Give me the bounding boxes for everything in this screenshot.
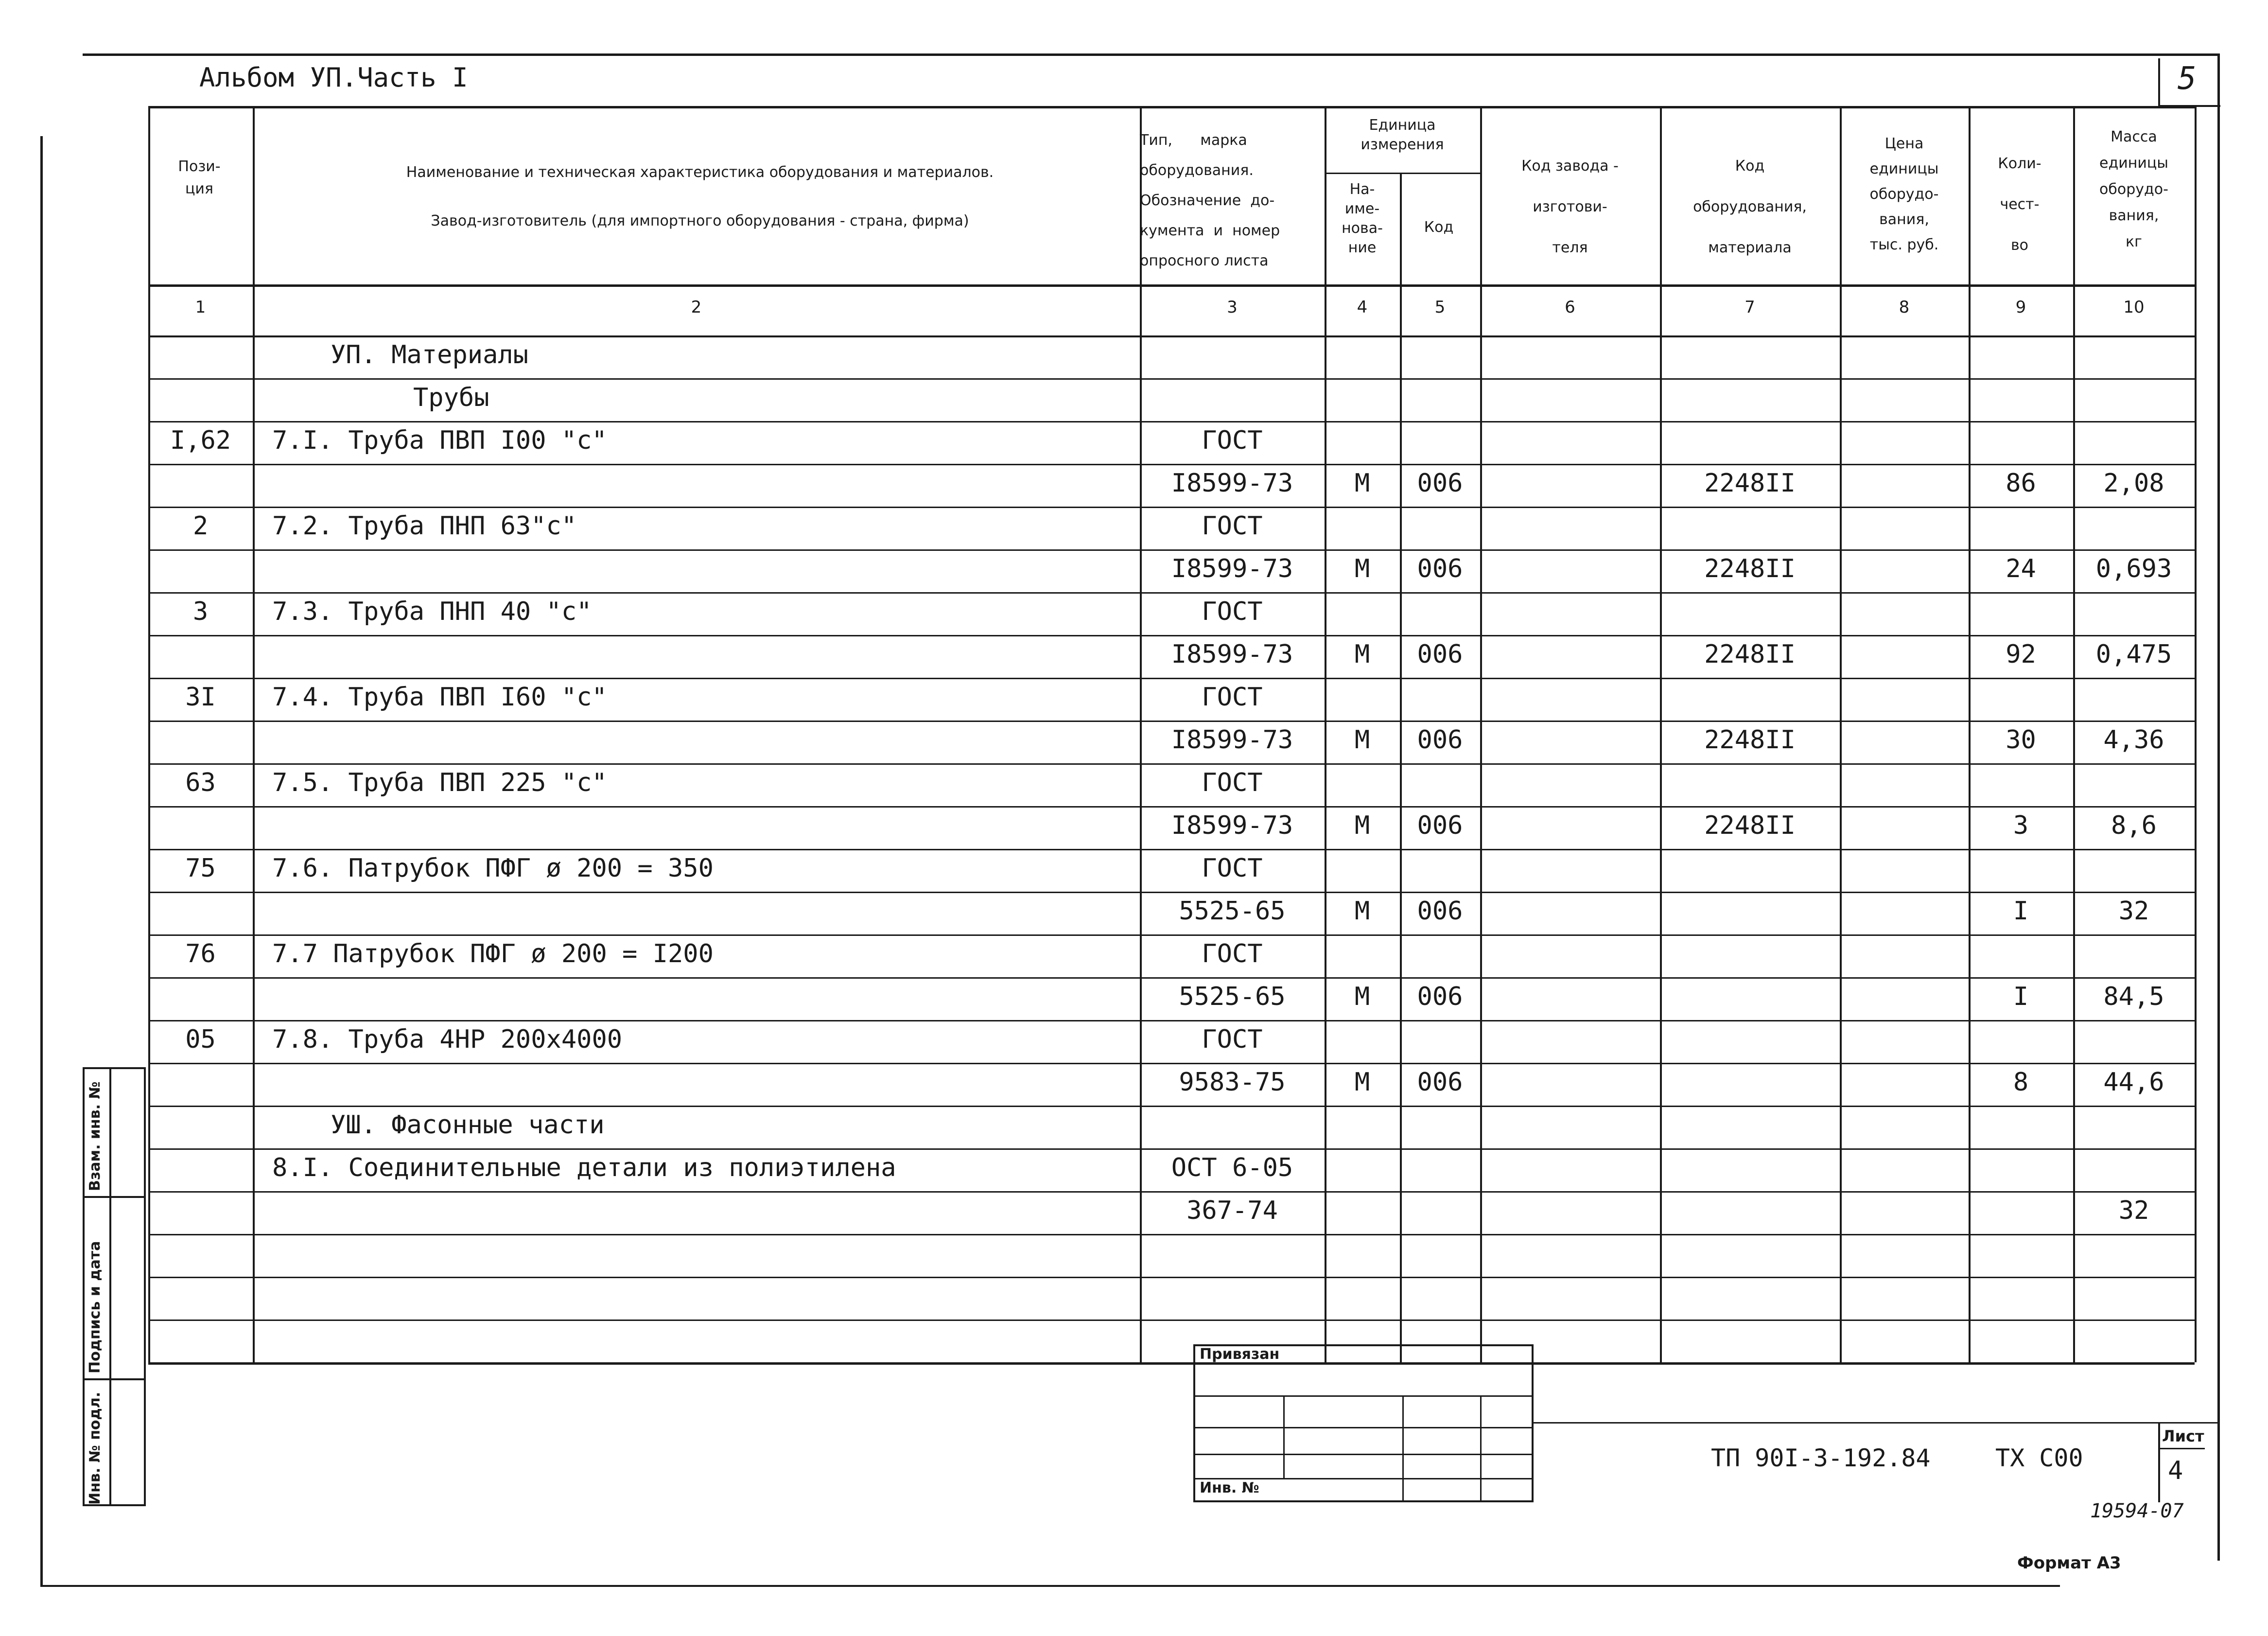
row-line — [148, 806, 2195, 808]
table-cell-type: 5525-65 — [1179, 982, 1286, 1011]
row-line — [148, 1063, 2195, 1064]
table-cell-name: 7.4. Труба ПВП I60 "с" — [272, 683, 607, 712]
column-number-2: 2 — [691, 298, 702, 317]
row-line — [148, 849, 2195, 850]
album-title: Альбом УП.Часть I — [199, 62, 468, 93]
privyazan-v1 — [1283, 1395, 1285, 1478]
row-line — [148, 934, 2195, 936]
table-cell-equip: 2248II — [1704, 725, 1796, 755]
table-cell-mass: 0,475 — [2095, 640, 2172, 669]
header-price: Цена единицы оборудо- вания, тыс. руб. — [1869, 135, 1939, 253]
table-cell-name: УШ. Фасонные части — [331, 1110, 605, 1140]
table-cell-type: ГОСТ — [1202, 511, 1263, 541]
side-strip-sep-1 — [83, 1196, 146, 1198]
row-line — [148, 763, 2195, 765]
table-cell-pos: 2 — [192, 511, 209, 541]
table-cell-name: Трубы — [413, 383, 489, 412]
table-cell-name: 7.7 Патрубок ПФГ ø 200 = I200 — [272, 939, 714, 968]
table-cell-code: 006 — [1417, 554, 1463, 583]
table-cell-unit: М — [1354, 469, 1370, 498]
row-line — [148, 1234, 2195, 1235]
column-number-7: 7 — [1745, 298, 1755, 317]
header-bottom-border — [148, 284, 2195, 287]
table-cell-name: 7.3. Труба ПНП 40 "с" — [272, 597, 592, 626]
header-name: Наименование и техническая характеристика оборудования и материалов. Завод-изготовитель (для импортного оборудования - страна, фирма) — [406, 164, 994, 229]
table-cell-type: I8599-73 — [1171, 469, 1293, 498]
column-line — [1400, 173, 1402, 1362]
table-cell-name: 7.8. Труба 4НР 200х4000 — [272, 1025, 623, 1054]
table-cell-unit: М — [1354, 640, 1370, 669]
column-line — [253, 106, 255, 1362]
side-label-inv-podl: Инв. № подл. — [87, 1391, 104, 1505]
sheet-code: ТХ С00 — [1995, 1444, 2083, 1472]
table-cell-code: 006 — [1417, 897, 1463, 926]
row-line — [148, 1319, 2195, 1321]
table-cell-name: 7.I. Труба ПВП I00 "с" — [272, 426, 607, 455]
column-number-3: 3 — [1227, 298, 1238, 317]
table-cell-equip: 2248II — [1704, 640, 1796, 669]
table-cell-code: 006 — [1417, 1068, 1463, 1097]
table-cell-name: 7.2. Труба ПНП 63"с" — [272, 511, 577, 541]
table-cell-type: ГОСТ — [1202, 939, 1263, 968]
column-line — [2195, 106, 2197, 1362]
table-cell-mass: 8,6 — [2111, 811, 2157, 840]
table-cell-pos: I,62 — [170, 426, 231, 455]
table-cell-code: 006 — [1417, 811, 1463, 840]
table-cell-type: ГОСТ — [1202, 683, 1263, 712]
row-line — [148, 592, 2195, 594]
table-cell-type: I8599-73 — [1171, 554, 1293, 583]
side-strip-sep-2 — [83, 1378, 146, 1380]
table-cell-unit: М — [1354, 1068, 1370, 1097]
column-number-1: 1 — [195, 298, 206, 317]
table-cell-code: 006 — [1417, 640, 1463, 669]
table-cell-unit: М — [1354, 554, 1370, 583]
table-cell-name: 7.5. Труба ПВП 225 "с" — [272, 768, 607, 797]
corner-page-number: 5 — [2178, 61, 2197, 97]
table-cell-code: 006 — [1417, 725, 1463, 755]
side-strip-divider — [109, 1067, 111, 1506]
table-cell-pos: 75 — [185, 854, 216, 883]
list-box-divider — [2158, 1448, 2205, 1449]
table-cell-mass: 4,36 — [2103, 725, 2164, 755]
table-cell-qty: I — [2013, 897, 2029, 926]
column-number-4: 4 — [1357, 298, 1368, 317]
table-cell-qty: 24 — [2006, 554, 2036, 583]
privyazan-label: Привязан — [1200, 1346, 1280, 1363]
side-label-podpis: Подпись и дата — [87, 1241, 104, 1373]
table-cell-type: ГОСТ — [1202, 426, 1263, 455]
row-line — [148, 507, 2195, 508]
table-cell-name: УП. Материалы — [331, 340, 528, 369]
table-cell-type: I8599-73 — [1171, 640, 1293, 669]
table-cell-code: 006 — [1417, 982, 1463, 1011]
table-cell-mass: 32 — [2118, 1196, 2149, 1225]
table-cell-type: ГОСТ — [1202, 854, 1263, 883]
table-cell-qty: 30 — [2006, 725, 2036, 755]
row-line — [148, 1362, 2195, 1365]
unit-subheader-line — [1325, 173, 1480, 174]
table-cell-pos: 63 — [185, 768, 216, 797]
table-cell-mass: 44,6 — [2103, 1068, 2164, 1097]
table-top-border — [148, 106, 2195, 108]
table-cell-mass: 0,693 — [2095, 554, 2172, 583]
table-cell-type: 367-74 — [1186, 1196, 1278, 1225]
column-line — [148, 106, 150, 1362]
table-cell-type: ГОСТ — [1202, 768, 1263, 797]
table-cell-pos: 05 — [185, 1025, 216, 1054]
table-cell-equip: 2248II — [1704, 469, 1796, 498]
table-cell-unit: М — [1354, 982, 1370, 1011]
table-cell-unit: М — [1354, 897, 1370, 926]
table-cell-type: 5525-65 — [1179, 897, 1286, 926]
row-line — [148, 549, 2195, 551]
table-cell-type: ОСТ 6-05 — [1171, 1153, 1293, 1182]
row-line — [148, 635, 2195, 636]
column-number-5: 5 — [1434, 298, 1446, 317]
column-number-8: 8 — [1899, 298, 1910, 317]
header-unit-code: Код — [1424, 219, 1454, 236]
table-cell-type: 9583-75 — [1179, 1068, 1286, 1097]
document-code: ТП 90I-3-192.84 — [1711, 1444, 1931, 1472]
inv-no-label: Инв. № — [1200, 1479, 1259, 1496]
table-cell-unit: М — [1354, 725, 1370, 755]
header-factory-code: Код завода - изготови- теля — [1521, 158, 1619, 256]
table-cell-qty: I — [2013, 982, 2029, 1011]
header-quantity: Коли- чест- во — [1998, 155, 2041, 254]
privyazan-h3 — [1193, 1454, 1534, 1455]
table-cell-qty: 92 — [2006, 640, 2036, 669]
table-cell-code: 006 — [1417, 469, 1463, 498]
table-cell-mass: 32 — [2118, 897, 2149, 926]
privyazan-v3 — [1480, 1395, 1482, 1502]
table-cell-type: ГОСТ — [1202, 1025, 1263, 1054]
table-cell-type: I8599-73 — [1171, 811, 1293, 840]
table-cell-mass: 84,5 — [2103, 982, 2164, 1011]
table-cell-type: I8599-73 — [1171, 725, 1293, 755]
privyazan-h2 — [1193, 1427, 1534, 1428]
row-line — [148, 335, 2195, 337]
table-cell-name: 7.6. Патрубок ПФГ ø 200 = 350 — [272, 854, 714, 883]
list-number: 4 — [2168, 1456, 2183, 1485]
header-unit-name: На- име- нова- ние — [1342, 181, 1383, 256]
row-line — [148, 1020, 2195, 1021]
table-cell-qty: 8 — [2013, 1068, 2029, 1097]
column-number-6: 6 — [1565, 298, 1575, 317]
row-line — [148, 1277, 2195, 1278]
row-line — [148, 892, 2195, 893]
table-cell-name: 8.I. Соединительные детали из полиэтилена — [272, 1153, 896, 1182]
table-cell-equip: 2248II — [1704, 811, 1796, 840]
table-cell-type: ГОСТ — [1202, 597, 1263, 626]
header-unit: Единица измерения — [1361, 117, 1444, 153]
list-label: Лист — [2162, 1427, 2204, 1445]
table-cell-unit: М — [1354, 811, 1370, 840]
row-line — [148, 721, 2195, 722]
row-line — [148, 421, 2195, 422]
title-block-top — [1534, 1422, 2219, 1424]
row-line — [148, 977, 2195, 979]
table-cell-qty: 3 — [2013, 811, 2029, 840]
row-line — [148, 1148, 2195, 1150]
row-line — [148, 1106, 2195, 1107]
format-label: Формат А3 — [2017, 1553, 2121, 1573]
table-cell-pos: 3 — [192, 597, 209, 626]
column-line — [1840, 106, 1842, 1362]
column-line — [1480, 106, 1482, 1362]
privyazan-h1 — [1193, 1395, 1534, 1397]
table-cell-pos: 76 — [185, 939, 216, 968]
row-line — [148, 464, 2195, 465]
table-cell-pos: 3I — [185, 683, 216, 712]
row-line — [148, 1191, 2195, 1193]
table-cell-equip: 2248II — [1704, 554, 1796, 583]
header-equipment-code: Код оборудования, материала — [1693, 158, 1807, 256]
side-label-vzam: Взам. инв. № — [87, 1081, 104, 1191]
table-cell-mass: 2,08 — [2103, 469, 2164, 498]
column-number-10: 10 — [2123, 298, 2145, 317]
table-cell-qty: 86 — [2006, 469, 2036, 498]
column-number-9: 9 — [2015, 298, 2026, 317]
header-mass: Масса единицы оборудо- вания, кг — [2099, 128, 2168, 250]
header-type: Тип, марка оборудования. Обозначение до- кумента и номер опросного листа — [1140, 132, 1280, 269]
header-position: Пози- ция — [178, 158, 221, 197]
privyazan-v2 — [1402, 1395, 1404, 1502]
row-line — [148, 378, 2195, 380]
row-line — [148, 678, 2195, 679]
handwritten-number: 19594-07 — [2090, 1500, 2184, 1522]
